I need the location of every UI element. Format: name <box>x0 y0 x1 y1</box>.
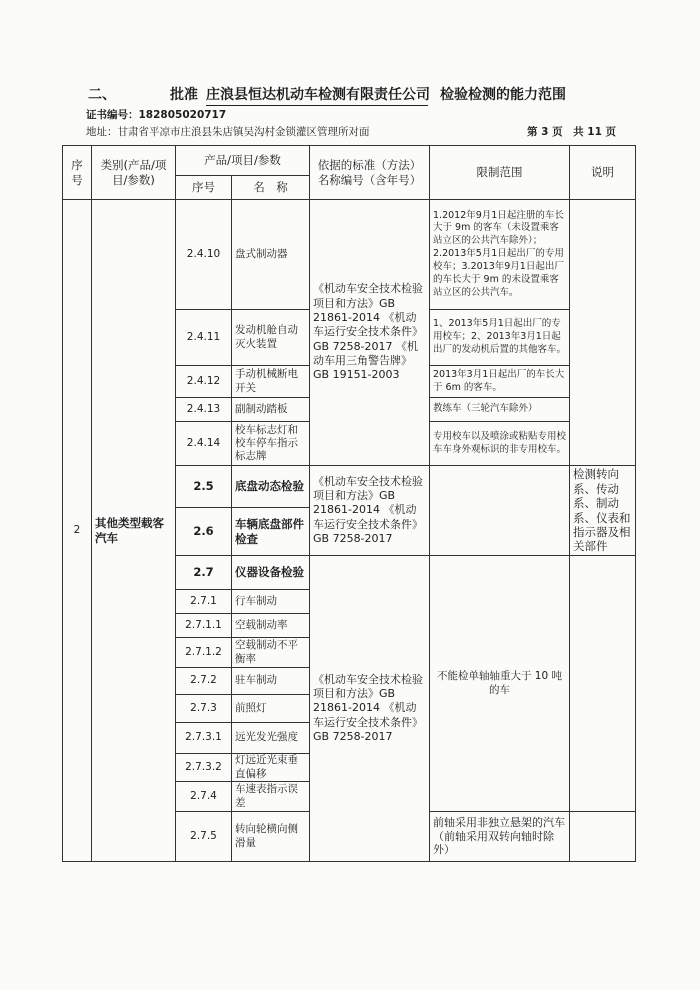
item-name: 校车标志灯和校车停车指示标志牌 <box>232 422 310 466</box>
col-category-header: 类别(产品/项目/参数) <box>92 146 176 200</box>
section-number: 二、 <box>88 87 116 103</box>
header-row <box>63 146 636 176</box>
item-number: 2.7.1.1 <box>176 614 232 638</box>
item-number: 2.7.5 <box>176 812 232 862</box>
item-name: 前照灯 <box>232 695 310 723</box>
item-name: 发动机舱自动灭火装置 <box>232 310 310 366</box>
item-number: 2.4.12 <box>176 366 232 398</box>
item-name: 行车制动 <box>232 590 310 614</box>
approval-label: 批准 <box>170 87 198 103</box>
limit-range <box>430 466 570 556</box>
title-tail: 检验检测的能力范围 <box>440 87 566 103</box>
standard-basis: 《机动车安全技术检验项目和方法》GB 21861-2014 《机动车运行安全技术条件》GB 7258-2017 <box>310 466 430 556</box>
item-number: 2.4.10 <box>176 200 232 310</box>
item-name: 空载制动率 <box>232 614 310 638</box>
limit-range: 1、2013年5月1日起出厂的专用校车；2、2013年3月1日起出厂的发动机后置的其他客车。 <box>430 310 570 366</box>
item-name: 转向轮横向侧滑量 <box>232 812 310 862</box>
item-name: 手动机械断电开关 <box>232 366 310 398</box>
note-cell <box>570 200 636 466</box>
item-name: 底盘动态检验 <box>232 466 310 508</box>
cert-number: 182805020717 <box>138 109 227 121</box>
group-category: 其他类型载客汽车 <box>92 200 176 862</box>
limit-range: 1.2012年9月1日起注册的车长大于 9m 的客车（未设置乘客站立区的公共汽车除外）；2.2013年5月1日起出厂的专用校车；3.2013年9月1日起出厂的车长大于 9m 的未设置乘客站立区的公共汽车。 <box>430 200 570 310</box>
limit-range: 教练车（三轮汽车除外） <box>430 398 570 422</box>
table-row <box>63 200 636 310</box>
note-cell: 检测转向系、传动系、制动系、仪表和指示器及相关部件 <box>570 466 636 556</box>
col-product-header: 产品/项目/参数 <box>176 146 310 176</box>
item-name: 车辆底盘部件检查 <box>232 508 310 556</box>
note-cell <box>570 556 636 812</box>
item-name: 驻车制动 <box>232 668 310 695</box>
item-number: 2.7 <box>176 556 232 590</box>
limit-range: 不能检单轴轴重大于 10 吨的车 <box>430 556 570 812</box>
item-number: 2.4.13 <box>176 398 232 422</box>
item-number: 2.7.2 <box>176 668 232 695</box>
col-sub-seq-header: 序号 <box>176 176 232 200</box>
note-cell <box>570 812 636 862</box>
page-info: 第 3 页 共 11 页 <box>527 126 617 138</box>
standard-basis: 《机动车安全技术检验项目和方法》GB 21861-2014 《机动车运行安全技术条件》GB 7258-2017 《机动车用三角警告牌》 GB 19151-2003 <box>310 200 430 466</box>
item-number: 2.4.14 <box>176 422 232 466</box>
address-line: 地址：甘肃省平凉市庄浪县朱店镇吴沟村金锁灌区管理所对面 <box>86 126 370 138</box>
item-name: 灯远近光束垂直偏移 <box>232 754 310 782</box>
limit-range: 前轴采用非独立悬架的汽车（前轴采用双转向轴时除外） <box>430 812 570 862</box>
col-note-header: 说明 <box>570 146 636 200</box>
certificate-line <box>86 107 226 122</box>
limit-range: 专用校车以及喷涂或粘贴专用校车车身外观标识的非专用校车。 <box>430 422 570 466</box>
col-name-header: 名 称 <box>232 176 310 200</box>
col-standard-header: 依据的标准（方法）名称编号（含年号） <box>310 146 430 200</box>
item-number: 2.4.11 <box>176 310 232 366</box>
item-number: 2.7.3.2 <box>176 754 232 782</box>
item-number: 2.7.3 <box>176 695 232 723</box>
item-number: 2.7.3.1 <box>176 723 232 754</box>
item-name: 副制动踏板 <box>232 398 310 422</box>
item-number: 2.6 <box>176 508 232 556</box>
item-name: 仪器设备检验 <box>232 556 310 590</box>
item-number: 2.7.4 <box>176 782 232 812</box>
cert-label: 证书编号： <box>86 109 139 121</box>
item-number: 2.7.1.2 <box>176 638 232 668</box>
item-name: 远光发光强度 <box>232 723 310 754</box>
item-number: 2.7.1 <box>176 590 232 614</box>
document-title <box>88 84 648 106</box>
standard-basis: 《机动车安全技术检验项目和方法》GB 21861-2014 《机动车运行安全技术条件》GB 7258-2017 <box>310 556 430 862</box>
item-number: 2.5 <box>176 466 232 508</box>
col-seq-header: 序号 <box>63 146 92 200</box>
limit-range: 2013年3月1日起出厂的车长大于 6m 的客车。 <box>430 366 570 398</box>
organization-name: 庄浪县恒达机动车检测有限责任公司 <box>206 84 428 106</box>
col-limit-header: 限制范围 <box>430 146 570 200</box>
item-name: 车速表指示误差 <box>232 782 310 812</box>
group-number: 2 <box>63 200 92 862</box>
item-name: 空载制动不平衡率 <box>232 638 310 668</box>
capability-table <box>62 145 636 862</box>
item-name: 盘式制动器 <box>232 200 310 310</box>
